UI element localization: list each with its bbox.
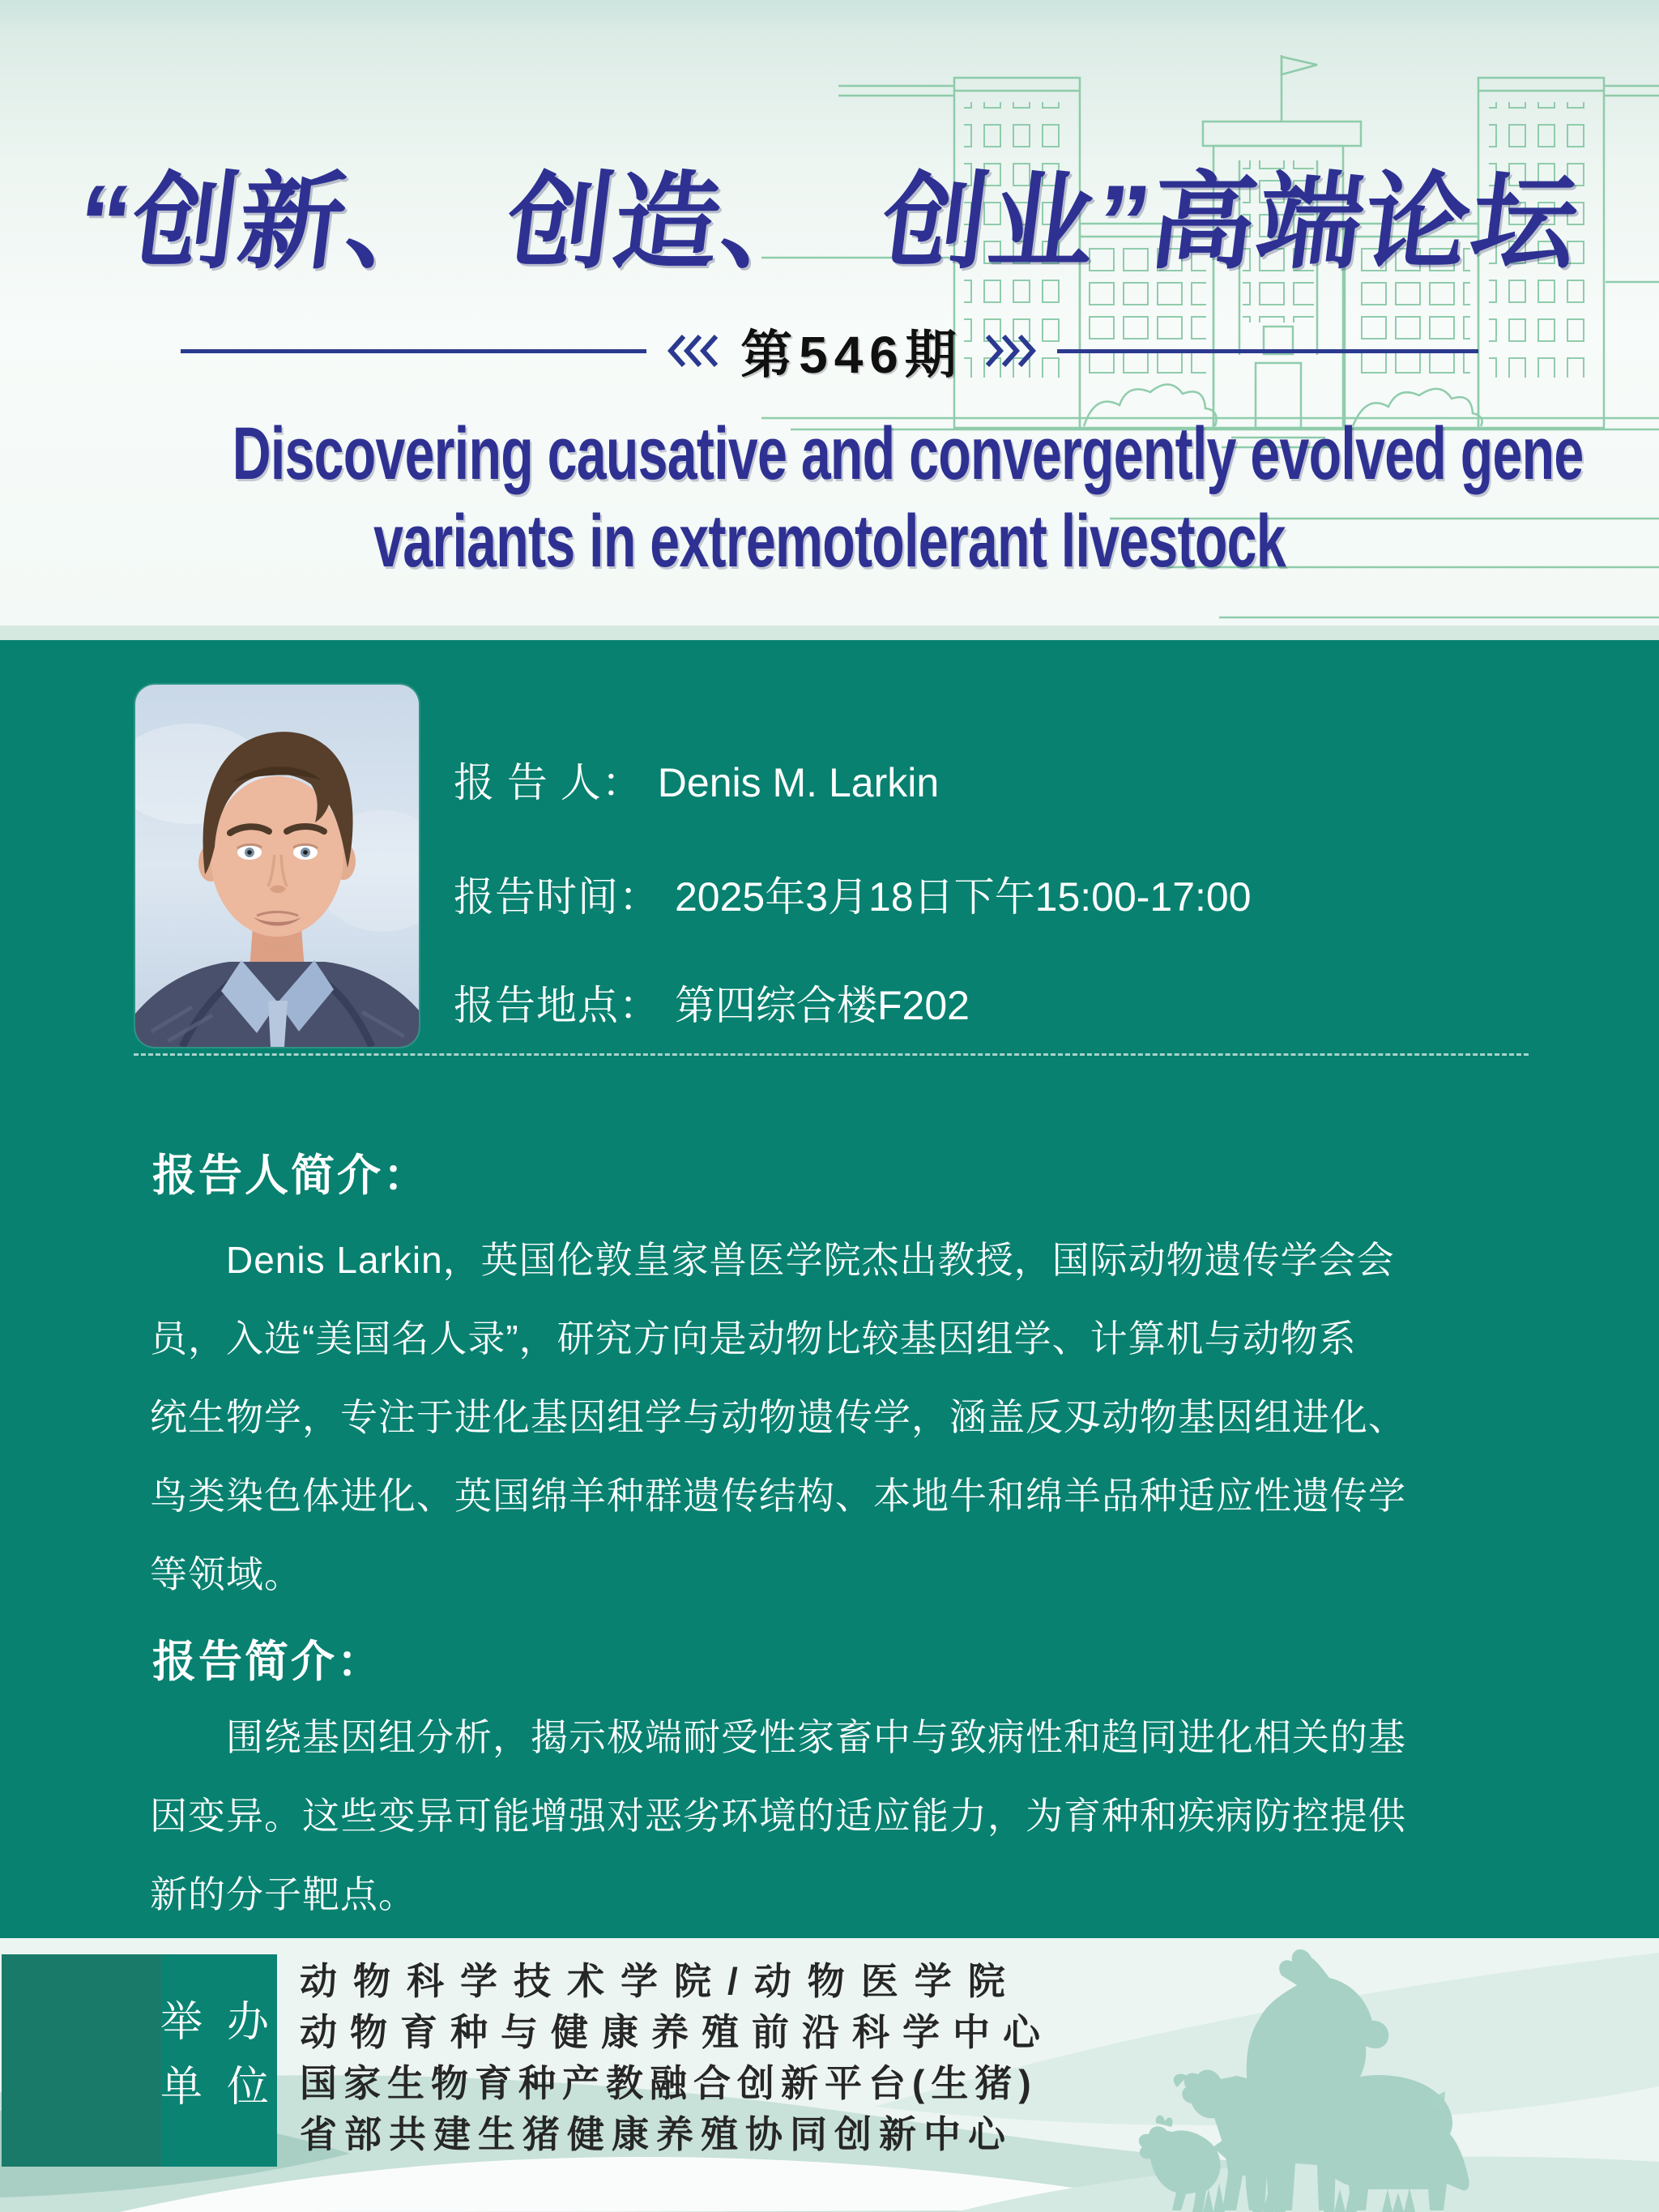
bio-line: Denis Larkin，英国伦敦皇家兽医学院杰出教授，国际动物遗传学会会: [226, 1239, 1395, 1281]
abstract-line: 因变异。这些变异可能增强对恶劣环境的适应能力，为育种和疾病防控提供: [150, 1795, 1406, 1837]
talk-title-line1: Discovering causative and convergently evolved gene: [232, 412, 1584, 495]
issue-row: [0, 322, 1659, 384]
talk-venue-value: 第四综合楼F202: [675, 983, 970, 1028]
bio-line: 等领域。: [150, 1553, 302, 1595]
speaker-portrait-illustration: [135, 685, 419, 1047]
header-divider-band: [0, 626, 1659, 640]
host-label: [160, 1990, 294, 2120]
header-section: [0, 0, 1659, 626]
talk-time-row: [454, 872, 1252, 922]
speaker-photo: [135, 685, 419, 1047]
issue-number: 第546期: [740, 326, 963, 384]
talk-title-line2: variants in extremotolerant livestock: [373, 500, 1286, 583]
talk-time-label: 报告时间：: [454, 874, 660, 920]
abstract-line: 新的分子靶点。: [150, 1873, 416, 1915]
dashed-divider: [134, 1053, 1529, 1056]
talk-venue-row: [454, 980, 970, 1031]
page-title: “创新、 创造、 创业”高端论坛: [70, 163, 1586, 281]
bio-line: 统生物学，专注于进化基因组学与动物遗传学，涵盖反刄动物基因组进化、: [150, 1396, 1406, 1438]
issue-divider-left: [181, 349, 646, 353]
speaker-name-row: [454, 758, 939, 808]
abstract-paragraph: [150, 1698, 1535, 1934]
bio-heading: 报告人简介：: [152, 1151, 429, 1200]
host-label-line1: 举办: [160, 1999, 294, 2046]
organizer-item: 动物科学技术学院/动物医学院: [300, 1960, 1021, 2002]
bio-line: 员，入选“美国名人录”，研究方向是动物比较基因组学、计算机与动物系: [150, 1317, 1357, 1360]
host-label-line2: 单位: [160, 2064, 294, 2111]
speaker-name-value: Denis M. Larkin: [657, 760, 940, 805]
organizer-item: 省部共建生猪健康养殖协同创新中心: [300, 2113, 1013, 2155]
talk-venue-label: 报告地点：: [454, 983, 660, 1028]
chevrons-left-icon: [667, 332, 719, 369]
talk-title-english: [232, 410, 1584, 585]
footer-section: [0, 1938, 1659, 2212]
organizer-list: [300, 1956, 1053, 2160]
speaker-name-label: 报 告 人：: [454, 760, 643, 805]
issue-divider-right: [1057, 349, 1478, 353]
abstract-line: 围绕基因组分析，揭示极端耐受性家畜中与致病性和趋同进化相关的基: [226, 1716, 1406, 1758]
chevrons-right-icon: [984, 332, 1036, 369]
organizer-item: 国家生物育种产教融合创新平台(生猪): [300, 2062, 1038, 2104]
bio-line: 鸟类染色体进化、英国绵羊种群遗传结构、本地牛和绵羊品种适应性遗传学: [150, 1475, 1406, 1517]
livestock-silhouettes-icon: [1124, 1943, 1481, 2212]
bio-paragraph: [150, 1221, 1535, 1614]
organizer-item: 动物育种与健康养殖前沿科学中心: [300, 2011, 1053, 2053]
abstract-heading: 报告简介：: [152, 1638, 383, 1686]
talk-time-value: 2025年3月18日下午15:00-17:00: [675, 874, 1252, 920]
